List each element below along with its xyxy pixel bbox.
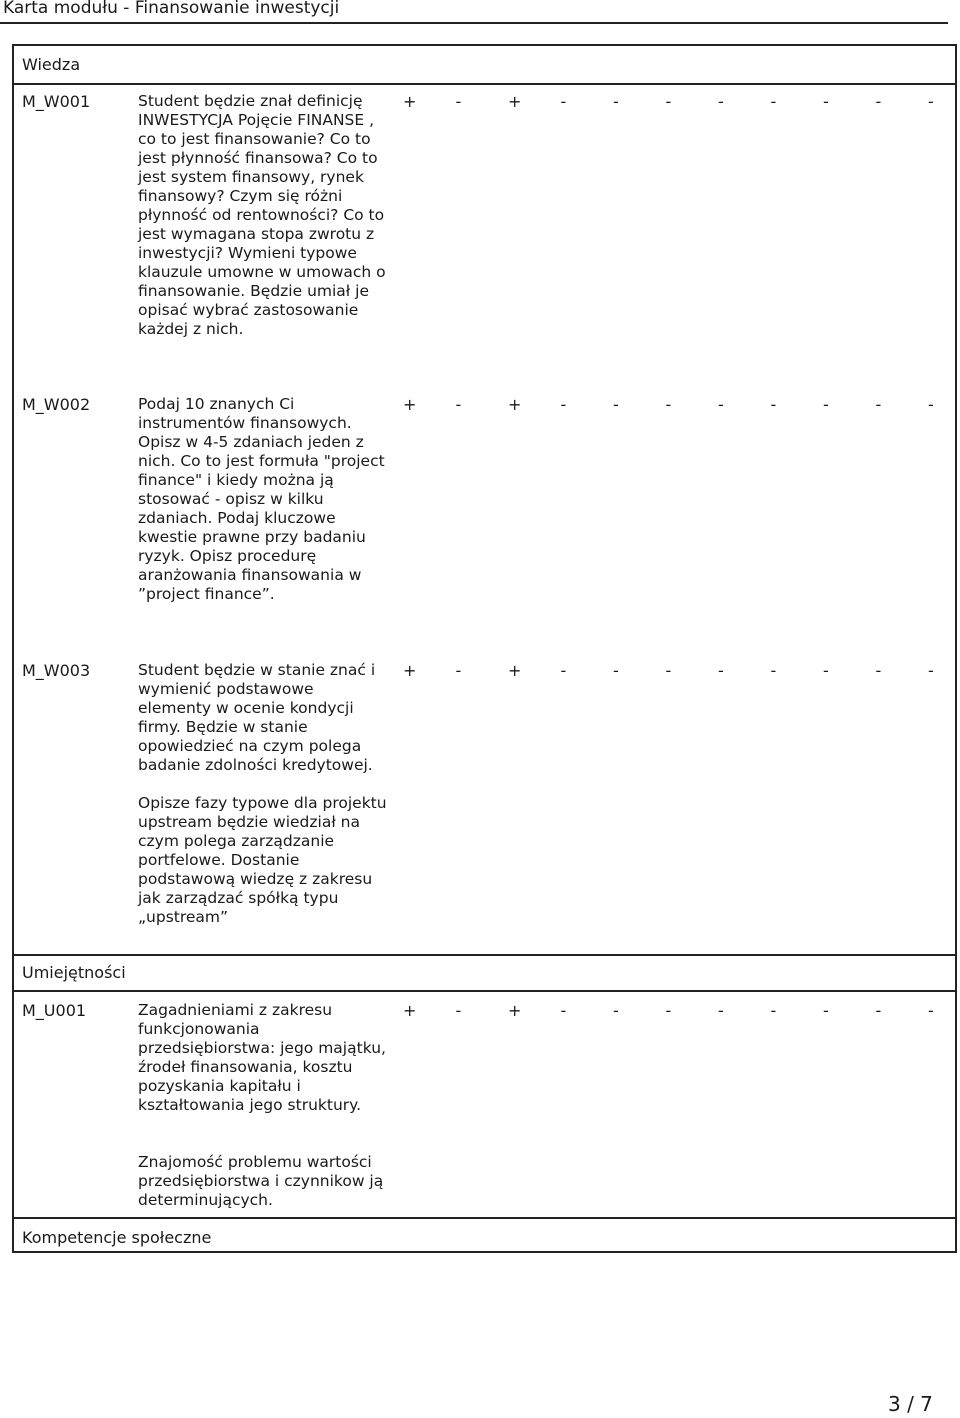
evaluation-mark: - xyxy=(560,92,567,111)
evaluation-mark: + xyxy=(508,92,522,111)
page-number: 3 / 7 xyxy=(888,1392,933,1416)
section-label-umiejetnosci: Umiejętności xyxy=(22,963,126,982)
row-description xyxy=(138,395,388,604)
evaluation-mark: - xyxy=(455,661,462,680)
row-marks xyxy=(403,395,943,415)
row-code: M_W001 xyxy=(22,92,91,111)
evaluation-mark: - xyxy=(823,1001,829,1020)
row-marks xyxy=(403,92,943,112)
description-paragraph: Podaj 10 znanych Ci instrumentów finansowych. Opisz w 4-5 zdaniach jeden z nich. Co to jest formuła "project finance" i kiedy można ją stosować - opisz w kilku zdaniach. Podaj kluczowe kwestie prawne przy badaniu ryzyk. Opisz procedurę aranżowania finansowania w ”project finance”. xyxy=(138,395,385,603)
evaluation-mark: - xyxy=(560,1001,567,1020)
page-header-title: Karta modułu - Finansowanie inwestycji xyxy=(3,0,340,18)
evaluation-mark: - xyxy=(665,1001,672,1020)
row-divider xyxy=(14,83,955,85)
evaluation-mark: + xyxy=(403,1001,417,1020)
section-label-kompetencje: Kompetencje społeczne xyxy=(22,1228,212,1247)
description-paragraph: Znajomość problemu wartości przedsiębiorstwa i czynnikow ją determinujących. xyxy=(138,1153,384,1209)
evaluation-mark: - xyxy=(613,661,619,680)
evaluation-mark: - xyxy=(770,1001,777,1020)
evaluation-mark: - xyxy=(665,395,672,414)
evaluation-mark: + xyxy=(508,1001,522,1020)
evaluation-mark: - xyxy=(875,661,882,680)
evaluation-mark: + xyxy=(508,395,522,414)
description-paragraph: Student będzie w stanie znać i wymienić podstawowe elementy w ocenie kondycji firmy. Będzie w stanie opowiedzieć na czym polega badanie zdolności kredytowej. xyxy=(138,661,376,774)
row-divider xyxy=(14,954,955,956)
row-description xyxy=(138,92,388,339)
evaluation-mark: - xyxy=(718,395,724,414)
evaluation-mark: + xyxy=(403,395,417,414)
description-paragraph: Zagadnieniami z zakresu funkcjonowania przedsiębiorstwa: jego majątku, źrodeł finansowania, kosztu pozyskania kapitału i kształtowania jego struktury. xyxy=(138,1001,386,1114)
evaluation-mark: - xyxy=(665,661,672,680)
evaluation-mark: - xyxy=(613,1001,619,1020)
section-label-wiedza: Wiedza xyxy=(22,55,81,74)
evaluation-mark: - xyxy=(613,395,619,414)
evaluation-mark: - xyxy=(928,395,934,414)
row-marks xyxy=(403,661,943,681)
evaluation-mark: + xyxy=(403,92,417,111)
evaluation-mark: - xyxy=(875,395,882,414)
evaluation-mark: - xyxy=(560,661,567,680)
evaluation-mark: - xyxy=(770,661,777,680)
evaluation-mark: - xyxy=(560,395,567,414)
evaluation-mark: - xyxy=(455,1001,462,1020)
evaluation-mark: - xyxy=(875,1001,882,1020)
row-divider xyxy=(14,1217,955,1219)
description-paragraph: Opisze fazy typowe dla projektu upstream będzie wiedział na czym polega zarządzanie portfelowe. Dostanie podstawową wiedzę z zakresu jak zarządzać spółką typu „upstream” xyxy=(138,794,387,926)
row-divider xyxy=(14,990,955,992)
evaluation-mark: - xyxy=(665,92,672,111)
evaluation-mark: - xyxy=(718,92,724,111)
evaluation-mark: - xyxy=(455,92,462,111)
row-description xyxy=(138,1001,388,1210)
description-paragraph: Student będzie znał definicję INWESTYCJA Pojęcie FINANSE , co to jest finansowanie? Co to jest płynność finansowa? Co to jest system finansowy, rynek finansowy? Czym się różni płynność od rentowności? Co to jest wymagana stopa zwrotu z inwestycji? Wymieni typowe klauzule umowne w umowach o finansowanie. Będzie umiał je opisać wybrać zastosowanie każdej z nich. xyxy=(138,92,386,338)
evaluation-mark: - xyxy=(823,661,829,680)
header-divider xyxy=(0,22,948,24)
evaluation-mark: + xyxy=(508,661,522,680)
evaluation-mark: - xyxy=(613,92,619,111)
row-code: M_U001 xyxy=(22,1001,87,1020)
row-code: M_W002 xyxy=(22,395,91,414)
row-description xyxy=(138,661,388,927)
evaluation-mark: - xyxy=(928,92,934,111)
evaluation-mark: - xyxy=(455,395,462,414)
evaluation-mark: - xyxy=(823,92,829,111)
evaluation-mark: - xyxy=(718,1001,724,1020)
evaluation-mark: - xyxy=(928,661,934,680)
row-code: M_W003 xyxy=(22,661,91,680)
evaluation-mark: - xyxy=(718,661,724,680)
evaluation-mark: - xyxy=(823,395,829,414)
evaluation-mark: - xyxy=(875,92,882,111)
evaluation-mark: - xyxy=(770,92,777,111)
evaluation-mark: - xyxy=(928,1001,934,1020)
evaluation-mark: - xyxy=(770,395,777,414)
module-table xyxy=(12,44,957,1253)
evaluation-mark: + xyxy=(403,661,417,680)
row-marks xyxy=(403,1001,943,1021)
